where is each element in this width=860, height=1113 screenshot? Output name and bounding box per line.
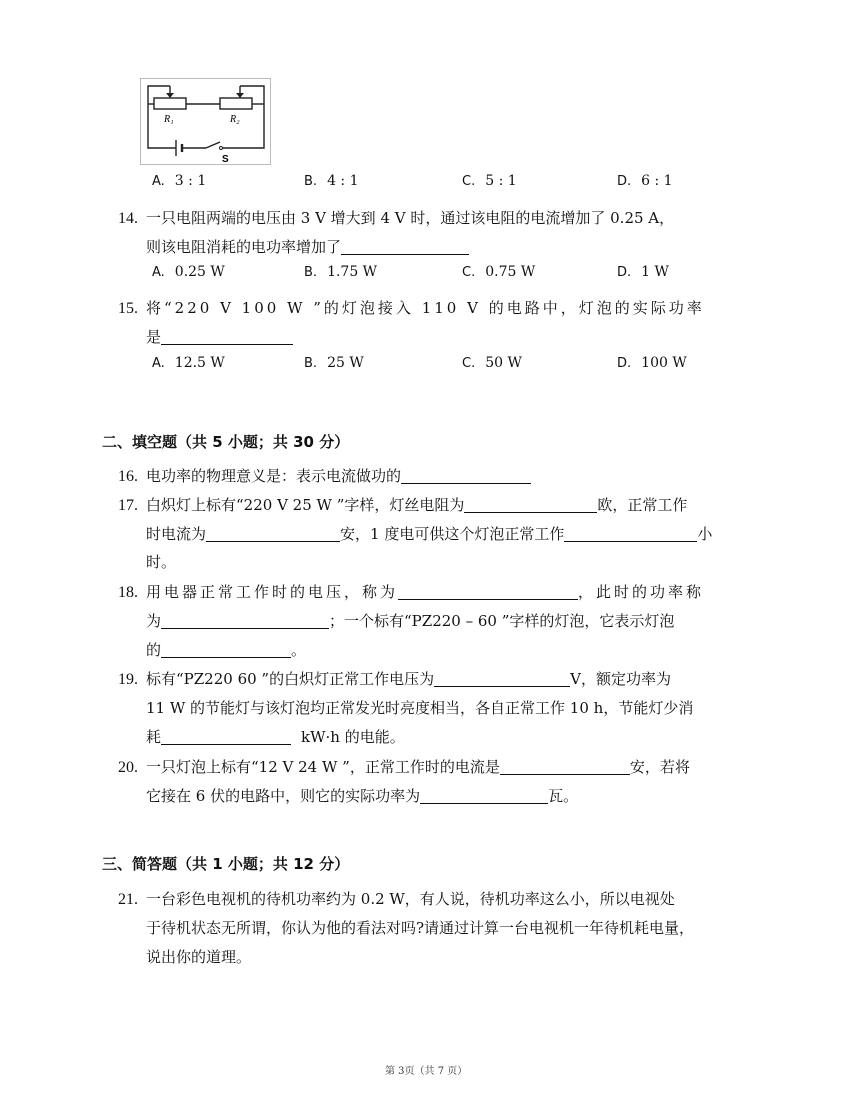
- q18-line1: 18. 用电器正常工作时的电压，称为 ，此时的功率称: [118, 583, 705, 601]
- resistor-r1: [154, 98, 186, 109]
- q19-line2: 11 W 的节能灯与该灯泡均正常发光时亮度相当，各自正常工作 10 h，节能灯少消: [146, 699, 694, 717]
- q15-option-a: A. 12.5 W: [152, 355, 225, 371]
- q13-option-d: D. 6 : 1: [617, 173, 673, 189]
- q17-line1: 17. 白炽灯上标有“220 V 25 W ”字样，灯丝电阻为 欧，正常工作: [118, 496, 688, 514]
- circuit-diagram: [140, 78, 272, 166]
- q14-line1: 14. 一只电阻两端的电压由 3 V 增大到 4 V 时，通过该电阻的电流增加了 0.25 A，: [118, 209, 675, 227]
- answer-blank: [401, 467, 531, 484]
- q16: 16. 电功率的物理意义是：表示电流做功的: [118, 465, 531, 486]
- q17-line3: 时。: [146, 553, 177, 571]
- resistor-r2: [220, 98, 252, 109]
- q13-option-b: B. 4 : 1: [304, 173, 359, 189]
- q14-line2: 则该电阻消耗的电功率增加了: [146, 236, 469, 257]
- q14-option-a: A. 0.25 W: [152, 264, 225, 280]
- q14-option-b: B. 1.75 W: [304, 264, 378, 280]
- q13-option-c: C. 5 : 1: [462, 173, 517, 189]
- q14-option-c: C. 0.75 W: [462, 264, 536, 280]
- answer-blank: [161, 612, 329, 629]
- q21-line2: 于待机状态无所谓，你认为他的看法对吗?请通过计算一台电视机一年待机耗电量，: [146, 919, 695, 937]
- q21-line3: 说出你的道理。: [146, 948, 252, 966]
- section-2-title: 二、填空题（共 5 小题；共 30 分）: [102, 433, 350, 451]
- answer-blank: [341, 238, 469, 255]
- answer-blank: [564, 525, 697, 542]
- q20-line2: 它接在 6 伏的电路中，则它的实际功率为 瓦。: [146, 787, 579, 805]
- answer-blank: [464, 496, 597, 513]
- answer-blank: [161, 328, 293, 345]
- q20-line1: 20. 一只灯泡上标有“12 V 24 W ”，正常工作时的电流是 安，若将: [118, 758, 690, 776]
- q15-line2: 是: [146, 326, 293, 347]
- q18-line3: 的 。: [146, 641, 307, 659]
- answer-blank: [206, 525, 340, 542]
- q13-option-a: A. 3 : 1: [152, 173, 207, 189]
- q19-line1: 19. 标有“PZ220 60 ”的白炽灯正常工作电压为 V，额定功率为: [118, 670, 671, 688]
- q21-line1: 21. 一台彩色电视机的待机功率约为 0.2 W，有人说，待机功率这么小，所以电视处: [118, 890, 675, 908]
- q15-option-c: C. 50 W: [462, 355, 522, 371]
- switch-label: S: [222, 154, 229, 165]
- q15-line1: 15. 将“220 V 100 W ”的灯泡接入 110 V 的电路中，灯泡的实际功率: [118, 299, 705, 317]
- answer-blank: [398, 583, 578, 600]
- answer-blank: [420, 787, 548, 804]
- answer-blank: [161, 641, 291, 658]
- q15-option-d: D. 100 W: [617, 355, 687, 371]
- q19-line3: 耗 kW·h 的电能。: [146, 728, 405, 746]
- answer-blank: [434, 670, 570, 687]
- page-footer: 第 3页（共 7 页）: [385, 1066, 468, 1077]
- q17-line2: 时电流为 安，1 度电可供这个灯泡正常工作 小: [146, 525, 713, 543]
- q14-option-d: D. 1 W: [617, 264, 669, 280]
- r2-label: R₂: [230, 114, 240, 125]
- q15-option-b: B. 25 W: [304, 355, 364, 371]
- answer-blank: [500, 758, 630, 775]
- section-3-title: 三、简答题（共 1 小题；共 12 分）: [102, 855, 350, 873]
- q18-line2: 为 ；一个标有“PZ220 – 60 ”字样的灯泡，它表示灯泡: [146, 612, 675, 630]
- answer-blank: [161, 728, 291, 745]
- r1-label: R₁: [164, 114, 174, 125]
